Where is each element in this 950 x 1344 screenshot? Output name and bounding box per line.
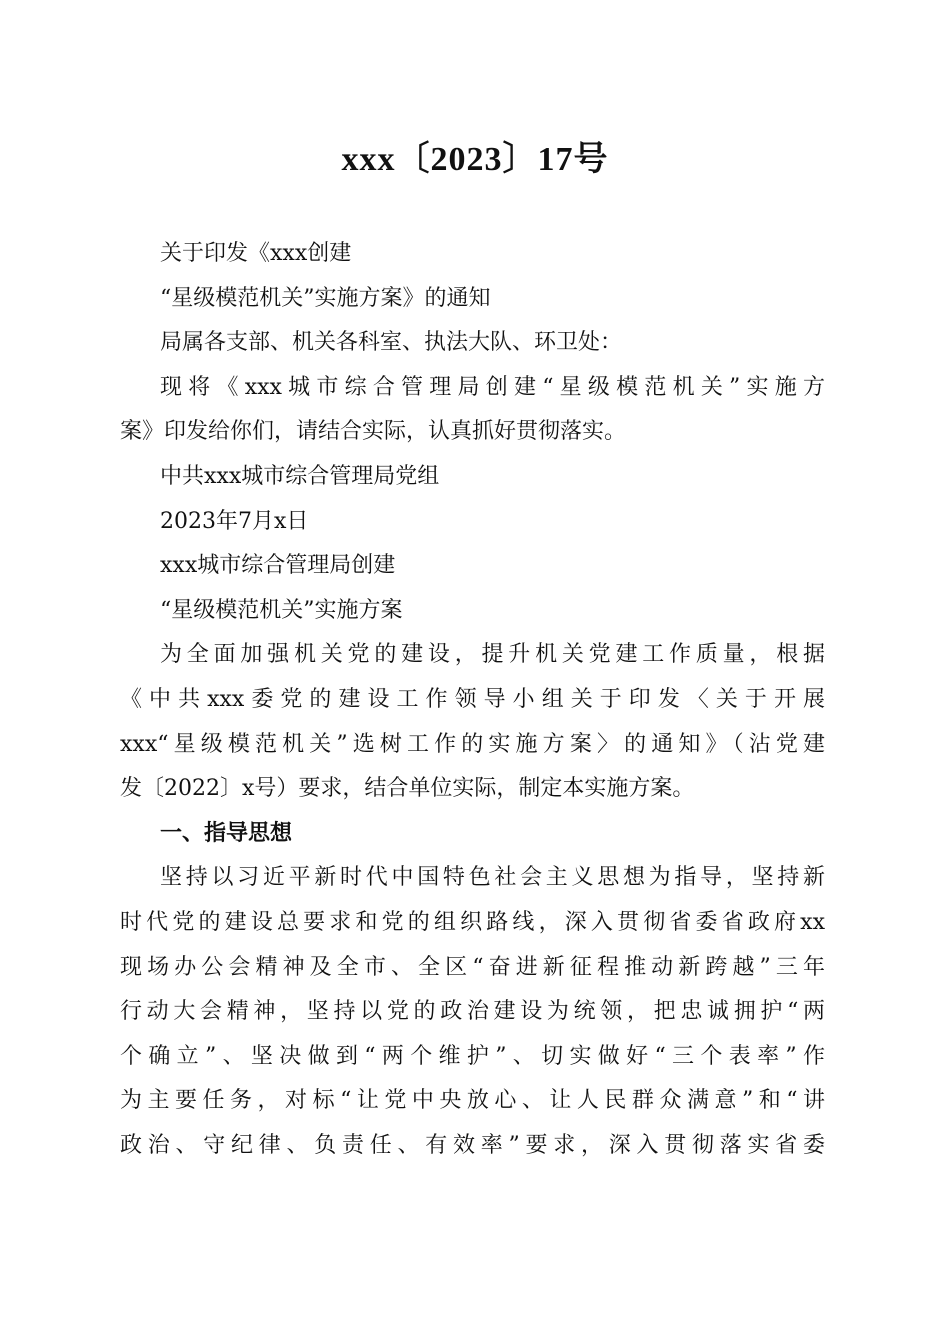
section-heading: 一、指导思想 [160,820,293,846]
plan-title-line-1: xxx城市综合管理局创建 [160,553,396,579]
notice-title-line-1: 关于印发《xxx创建 [160,241,352,266]
date-line: 2023年7月x日 [160,508,309,534]
body-paragraph-line: 为全面加强机关党的建设，提升机关党建工作质量，根据 [160,642,825,668]
document-body [120,232,825,1168]
body-paragraph-line: 政治、守纪律、负责任、有效率”要求，深入贯彻落实省委 [120,1132,825,1158]
body-paragraph-line: 现将《xxx城市综合管理局创建“星级模范机关”实施方 [160,374,825,400]
body-paragraph-line: 为主要任务，对标“让党中央放心、让人民群众满意”和“讲 [120,1088,825,1114]
body-paragraph-line: 《中共xxx委党的建设工作领导小组关于印发〈关于开展 [120,686,825,712]
body-paragraph-line: 案》印发给你们，请结合实际，认真抓好贯彻落实。 [120,419,627,445]
body-paragraph-line: 时代党的建设总要求和党的组织路线，深入贯彻省委省政府xx [120,909,825,935]
body-paragraph-line: 个确立”、坚决做到“两个维护”、切实做好“三个表率”作 [120,1043,825,1069]
recipients-line: 局属各支部、机关各科室、执法大队、环卫处： [160,330,623,356]
body-paragraph-line: xxx“星级模范机关”选树工作的实施方案〉的通知》（沾党建 [120,731,825,757]
plan-title-line-2: “星级模范机关”实施方案 [160,597,403,623]
document-number: xxx〔2023〕17号 [341,141,609,178]
body-paragraph-line: 行动大会精神，坚持以党的政治建设为统领，把忠诚拥护“两 [120,999,825,1025]
notice-title-line-2: “星级模范机关”实施方案》的通知 [160,285,491,311]
body-paragraph-line: 坚持以习近平新时代中国特色社会主义思想为指导，坚持新 [160,865,825,891]
body-paragraph-line: 发〔2022〕x号）要求，结合单位实际，制定本实施方案。 [120,776,695,802]
body-paragraph-line: 现场办公会精神及全市、全区“奋进新征程推动新跨越”三年 [120,954,825,980]
issuer-line: 中共xxx城市综合管理局党组 [160,463,440,489]
